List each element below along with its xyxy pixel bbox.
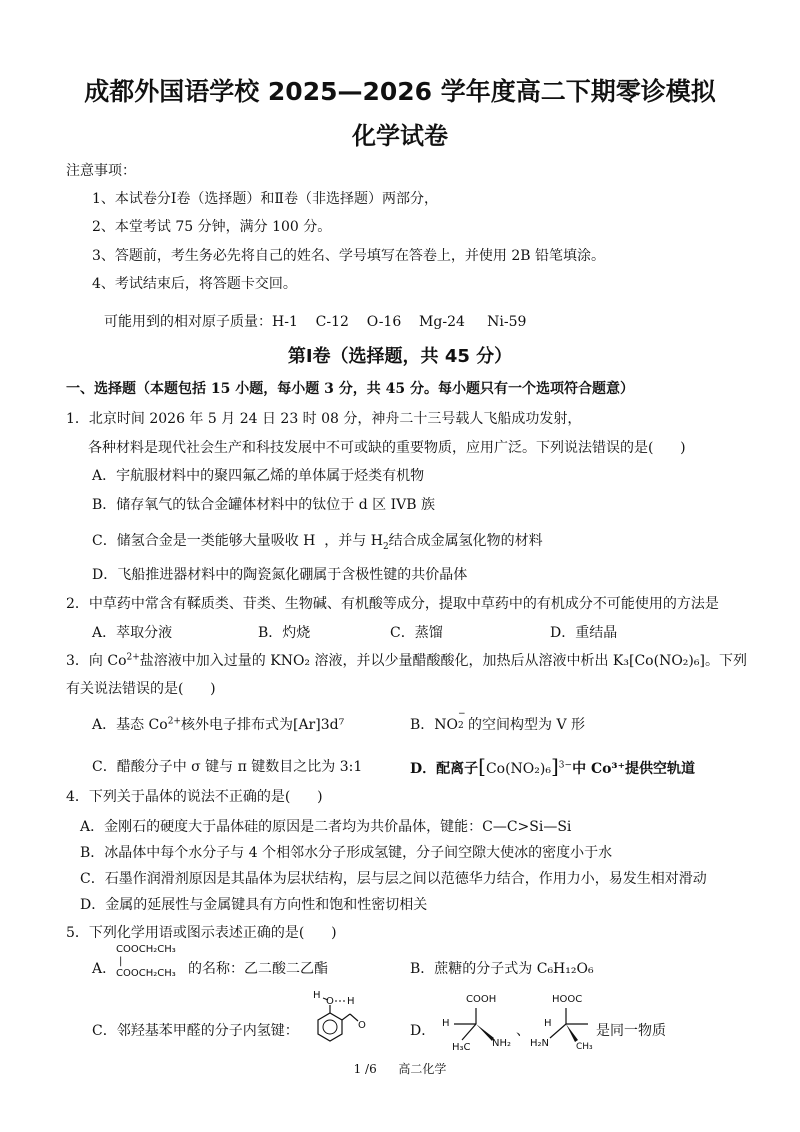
- d2-hooc-label: HOOC: [552, 994, 583, 1005]
- q3-line1: [66, 650, 747, 670]
- q3-b-sub: 2: [458, 721, 464, 731]
- q2-option-d: D．重结晶: [550, 625, 618, 641]
- q1-c-post: 结合成金属氢化物的材料: [388, 533, 543, 549]
- d1-nh2-label: NH₂: [492, 1038, 512, 1049]
- notes-heading: 注意事项：: [66, 163, 136, 179]
- q1-option-d: D．飞船推进器材料中的陶瓷氮化硼属于含极性键的共价晶体: [92, 567, 468, 583]
- q1-option-b: B．储存氧气的钛合金罐体材料中的钛位于 d 区 IVB 族: [92, 497, 435, 513]
- q5-a-formula-bot: COOCH₂CH₃: [116, 968, 176, 979]
- q3-option-c: C．醋酸分子中 σ 键与 π 键数目之比为 3:1: [92, 759, 363, 775]
- q3-d-charge: 3−: [558, 760, 573, 771]
- section-instructions: 一、选择题（本题包括 15 小题，每小题 3 分，共 45 分。每小题只有一个选项符合题意）: [66, 381, 634, 397]
- q3-line2: 有关说法错误的是( ): [66, 681, 216, 697]
- q5-option-c: C．邻羟基苯甲醛的分子内氢键：: [92, 1023, 299, 1039]
- d1-h-label: H: [442, 1018, 450, 1029]
- salicylaldehyde-structure: [296, 990, 386, 1058]
- q3-option-a: [92, 714, 344, 734]
- q5-a-label: A．: [92, 961, 117, 977]
- q5-d-label: D．: [410, 1023, 436, 1039]
- page-number: 1 /6: [353, 1062, 377, 1076]
- d2-ch3-label: CH₃: [576, 1042, 593, 1052]
- d2-h-label: H: [544, 1018, 552, 1029]
- q1-line2: 各种材料是现代社会生产和科技发展中不可或缺的重要物质，应用广泛。下列说法错误的是( ): [88, 440, 686, 456]
- q5-d-structure-2: [530, 990, 600, 1058]
- q3-l1-sup: 2+: [126, 652, 140, 663]
- q5-d-structure-1: [438, 990, 514, 1058]
- q2-option-a: A．萃取分液: [92, 625, 173, 641]
- q3-l1-post: 盐溶液中加入过量的 KNO₂ 溶液，并以少量醋酸酸化，加热后从溶液中析出 K₃[Co(NO₂)₆]。下列: [139, 653, 747, 669]
- page-title: 成都外国语学校 2025—2026 学年度高二下期零诊模拟: [84, 77, 716, 106]
- footer-subject: 高二化学: [398, 1062, 447, 1076]
- q3-b-pre: B．NO: [410, 717, 459, 733]
- q2-option-c: C．蒸馏: [390, 625, 443, 641]
- q1-line1: 1．北京时间 2026 年 5 月 24 日 23 时 08 分，神舟二十三号载人飞船成功发射，: [66, 411, 582, 427]
- q3-a-pre: A．基态 Co: [92, 717, 168, 733]
- note-item-1: 1、本试卷分Ⅰ卷（选择题）和Ⅱ卷（非选择题）两部分，: [92, 191, 438, 207]
- mol-o1-label: O: [326, 996, 334, 1007]
- q5-c-molecule: [296, 990, 386, 1058]
- section-title: 第Ⅰ卷（选择题，共 45 分）: [287, 346, 513, 367]
- q5-option-b: B．蔗糖的分子式为 C₆H₁₂O₆: [410, 961, 594, 977]
- q3-a-sup: 2+: [167, 716, 181, 727]
- note-item-4: 4、考试结束后，将答题卡交回。: [92, 276, 297, 292]
- q5-a-formula-top: COOCH₂CH₃: [116, 944, 176, 955]
- q3-a-post: 核外电子排布式为[Ar]3d⁷: [180, 717, 345, 733]
- q4-option-b: B．冰晶体中每个水分子与 4 个相邻水分子形成氢键，分子间空隙大使冰的密度小于水: [80, 845, 613, 861]
- mol-h-label: H: [313, 990, 321, 1001]
- note-item-2: 2、本堂考试 75 分钟，满分 100 分。: [92, 219, 332, 235]
- mol-h2-label: H: [347, 996, 355, 1007]
- d1-ch3-label: H₃C: [452, 1042, 471, 1053]
- q3-b-sup: −: [458, 709, 466, 719]
- mol-o2-label: O: [358, 1020, 366, 1031]
- q2-option-b: B．灼烧: [258, 625, 311, 641]
- q1-c-sub: 2: [382, 541, 389, 552]
- q3-b-post: 的空间构型为 V 形: [468, 717, 586, 733]
- q4-option-c: C．石墨作润滑剂原因是其晶体为层状结构，层与层之间以范德华力结合，作用力小，易发生相对滑动: [80, 871, 707, 887]
- atomic-masses: 可能用到的相对原子质量：H-1 C-12 O-16 Mg-24 Ni-59: [104, 314, 527, 330]
- q1-option-a: A．宇航服材料中的聚四氟乙烯的单体属于烃类有机物: [92, 468, 425, 484]
- q5-d-separator: 、: [516, 1023, 530, 1039]
- q5-a-formula: COOCH₂CH₃ | COOCH₂CH₃: [116, 944, 176, 979]
- q3-d-pre: D．配离子: [410, 761, 479, 777]
- q3-option-d: D．配离子$[Co(NO_2)_6]^{3-}$中 Co³⁺提供空轨道: [410, 754, 695, 778]
- page-subtitle: 化学试卷: [352, 122, 448, 150]
- q3-l1-pre: 3．向 Co: [66, 653, 127, 669]
- q5-a-text: 的名称：乙二酸二乙酯: [188, 961, 328, 977]
- q4-option-a: A．金刚石的硬度大于晶体硅的原因是二者均为共价晶体，键能：C—C>Si—Si: [80, 819, 572, 835]
- q4-stem: 4．下列关于晶体的说法不正确的是( ): [66, 789, 323, 805]
- note-item-3: 3、答题前，考生务必先将自己的姓名、学号填写在答卷上，并使用 2B 铅笔填涂。: [92, 248, 606, 264]
- q3-d-ion: Co(NO₂)₆: [485, 761, 551, 777]
- q1-c-pre: C．储氢合金是一类能够大量吸收 H ，并与 H: [92, 533, 383, 549]
- q1-option-c: [92, 530, 543, 552]
- q2-stem: 2．中草药中常含有鞣质类、苷类、生物碱、有机酸等成分，提取中草药中的有机成分不可能使用的方法是: [66, 596, 719, 612]
- q4-option-d: D．金属的延展性与金属键具有方向性和饱和性密切相关: [80, 897, 428, 913]
- q5-stem: 5．下列化学用语或图示表述正确的是( ): [66, 925, 337, 941]
- page-footer: [0, 1060, 800, 1077]
- d2-h2n-label: H₂N: [530, 1038, 550, 1049]
- q3-option-b: [410, 709, 586, 734]
- q5-d-text: 是同一物质: [596, 1023, 666, 1039]
- q3-d-post: 中 Co³⁺提供空轨道: [572, 761, 695, 777]
- d1-cooh-label: COOH: [466, 994, 497, 1005]
